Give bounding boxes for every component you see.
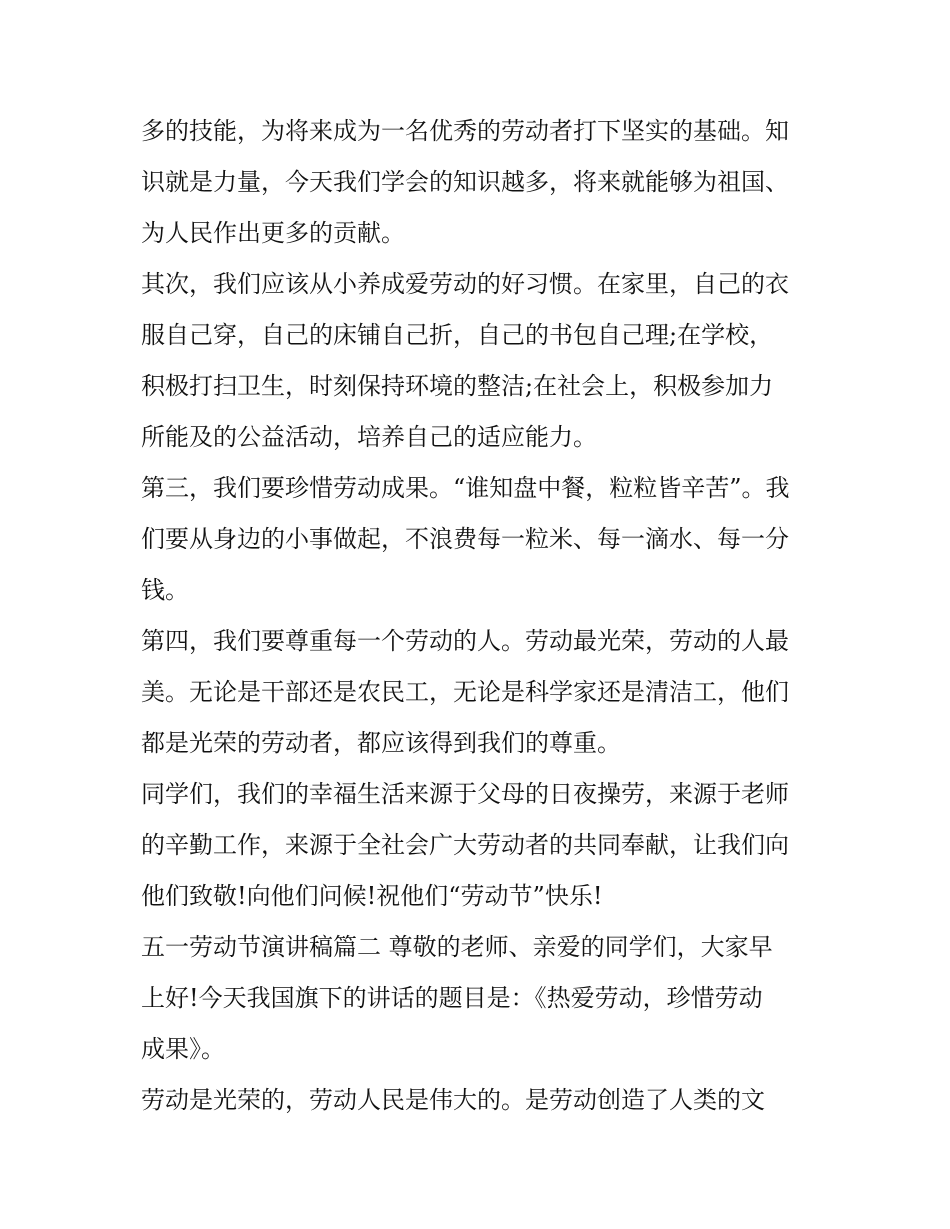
text-line: 五一劳动节演讲稿篇二 尊敬的老师、亲爱的同学们，大家早 bbox=[141, 933, 773, 961]
text-line: 成果》。 bbox=[141, 1035, 225, 1063]
text-line: 他们致敬!向他们问候!祝他们“劳动节”快乐! bbox=[141, 882, 603, 910]
text-line: 为人民作出更多的贡献。 bbox=[141, 219, 405, 247]
text-line: 都是光荣的劳动者，都应该得到我们的尊重。 bbox=[141, 729, 621, 757]
text-line: 第四，我们要尊重每一个劳动的人。劳动最光荣，劳动的人最 bbox=[141, 627, 789, 655]
text-line: 第三，我们要珍惜劳动成果。“谁知盘中餐，粒粒皆辛苦”。我 bbox=[141, 474, 790, 502]
text-line: 劳动是光荣的，劳动人民是伟大的。是劳动创造了人类的文 bbox=[141, 1086, 765, 1114]
text-line: 其次，我们应该从小养成爱劳动的好习惯。在家里，自己的衣 bbox=[141, 270, 789, 298]
text-line: 美。无论是干部还是农民工，无论是科学家还是清洁工，他们 bbox=[141, 678, 789, 706]
text-line: 识就是力量，今天我们学会的知识越多，将来就能够为祖国、 bbox=[141, 168, 789, 196]
text-line: 积极打扫卫生，时刻保持环境的整洁;在社会上，积极参加力 bbox=[141, 372, 774, 400]
document-body bbox=[141, 106, 821, 1126]
text-line: 的辛勤工作，来源于全社会广大劳动者的共同奉献，让我们向 bbox=[141, 831, 789, 859]
text-line: 服自己穿，自己的床铺自己折，自己的书包自己理;在学校， bbox=[141, 321, 774, 349]
text-line: 钱。 bbox=[141, 576, 189, 604]
text-line: 同学们，我们的幸福生活来源于父母的日夜操劳，来源于老师 bbox=[141, 780, 789, 808]
text-line: 上好!今天我国旗下的讲话的题目是：《热爱劳动，珍惜劳动 bbox=[141, 984, 763, 1012]
text-line: 多的技能，为将来成为一名优秀的劳动者打下坚实的基础。知 bbox=[141, 117, 789, 145]
text-line: 所能及的公益活动，培养自己的适应能力。 bbox=[141, 423, 597, 451]
text-line: 们要从身边的小事做起，不浪费每一粒米、每一滴水、每一分 bbox=[141, 525, 789, 553]
